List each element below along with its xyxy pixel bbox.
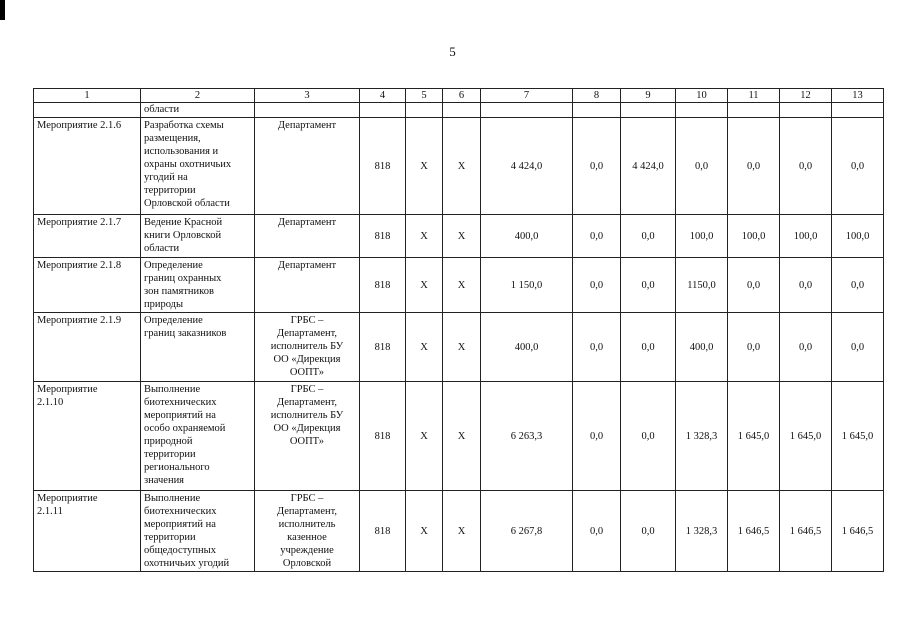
measure-name-cell: [34, 313, 141, 382]
measure-description-cell: [141, 313, 255, 382]
value-cell: X: [443, 215, 481, 258]
value-cell: 0,0: [780, 258, 832, 313]
executor-cell-line: казенное: [287, 532, 327, 543]
column-number: 8: [573, 89, 621, 103]
continuation-row: [34, 103, 884, 118]
column-number: 11: [728, 89, 780, 103]
value-cell: 4 424,0: [621, 118, 676, 215]
executor-cell-line: Департамент: [277, 120, 337, 131]
value-cell: X: [406, 313, 443, 382]
value-cell: 0,0: [573, 313, 621, 382]
value-cell: 0,0: [621, 215, 676, 258]
measure-description-cell-line: Определение: [144, 260, 203, 271]
value-cell: 0,0: [573, 118, 621, 215]
value-cell: 1 328,3: [676, 491, 728, 572]
executor-cell: [255, 313, 360, 382]
value-cell: 818: [360, 118, 406, 215]
value-cell: X: [443, 118, 481, 215]
value-cell: 1150,0: [676, 258, 728, 313]
cell-empty: [676, 103, 728, 118]
measure-description-cell-line: общедоступных: [144, 545, 216, 556]
value-cell: 1 646,5: [728, 491, 780, 572]
measure-description-cell-line: охраны охотничьих: [144, 159, 232, 170]
executor-cell-line: ОО «Дирекция: [273, 423, 341, 434]
value-cell: 0,0: [728, 258, 780, 313]
value-cell: 818: [360, 258, 406, 313]
value-cell: 0,0: [621, 491, 676, 572]
table-row: [34, 491, 884, 572]
value-cell: 1 646,5: [780, 491, 832, 572]
measure-name-cell-line: Мероприятие: [37, 493, 98, 504]
column-number: 13: [832, 89, 884, 103]
cell-empty: [406, 103, 443, 118]
value-cell: 1 646,5: [832, 491, 884, 572]
executor-cell-line: ОО «Дирекция: [273, 354, 341, 365]
value-cell: 0,0: [573, 215, 621, 258]
executor-cell-line: Орловской: [282, 558, 332, 569]
cell-empty: [360, 103, 406, 118]
value-cell: X: [443, 382, 481, 491]
value-cell: X: [406, 382, 443, 491]
measure-description-cell-line: книги Орловской: [144, 230, 222, 241]
value-cell: X: [406, 491, 443, 572]
executor-cell: [255, 118, 360, 215]
measure-description-cell-line: использования и: [144, 146, 219, 157]
measure-description-cell-line: значения: [144, 475, 185, 486]
measure-description-cell-line: территории: [144, 449, 196, 460]
value-cell: 818: [360, 491, 406, 572]
value-cell: 100,0: [728, 215, 780, 258]
measure-description-cell-line: Ведение Красной: [144, 217, 223, 228]
page-number: 5: [449, 44, 456, 59]
measure-description-cell-line: границ заказников: [144, 328, 227, 339]
measure-description-cell-line: территории: [144, 532, 196, 543]
value-cell: 1 645,0: [832, 382, 884, 491]
measure-name-cell-line: Мероприятие 2.1.7: [37, 217, 122, 228]
measure-description-cell-line: биотехнических: [144, 397, 217, 408]
executor-cell-line: Департамент: [277, 217, 337, 228]
value-cell: 400,0: [481, 215, 573, 258]
value-cell: 0,0: [728, 313, 780, 382]
measure-name-cell-line: Мероприятие: [37, 384, 98, 395]
measure-description-cell-line: Выполнение: [144, 493, 201, 504]
table-row: [34, 258, 884, 313]
value-cell: 100,0: [832, 215, 884, 258]
value-cell: 1 150,0: [481, 258, 573, 313]
executor-cell: [255, 258, 360, 313]
value-cell: 1 645,0: [780, 382, 832, 491]
table-row: [34, 382, 884, 491]
value-cell: X: [443, 491, 481, 572]
measure-description-cell-line: размещения,: [144, 133, 201, 144]
cell-empty: [255, 103, 360, 118]
measure-description-cell-line: охотничьих угодий: [144, 558, 230, 569]
measure-description-cell-line: регионального: [144, 462, 210, 473]
measure-description-cell-line: Определение: [144, 315, 203, 326]
cell-empty: [832, 103, 884, 118]
value-cell: X: [406, 215, 443, 258]
value-cell: 0,0: [621, 258, 676, 313]
value-cell: X: [443, 258, 481, 313]
value-cell: 0,0: [621, 313, 676, 382]
column-number-row: [34, 89, 884, 103]
value-cell: 0,0: [780, 313, 832, 382]
budget-table: [33, 88, 884, 572]
measure-description-cell-line: мероприятий на: [144, 410, 216, 421]
value-cell: 100,0: [780, 215, 832, 258]
measure-description-cell: [141, 118, 255, 215]
measure-description-cell-line: Разработка схемы: [144, 120, 224, 131]
measure-name-cell-line: 2.1.10: [37, 397, 64, 408]
executor-cell-line: исполнитель: [278, 519, 336, 530]
value-cell: 0,0: [780, 118, 832, 215]
measure-name-cell: [34, 258, 141, 313]
column-number: 7: [481, 89, 573, 103]
column-number: 12: [780, 89, 832, 103]
value-cell: 6 267,8: [481, 491, 573, 572]
cell-empty: [573, 103, 621, 118]
executor-cell-line: ООПТ»: [289, 436, 325, 447]
executor-cell: [255, 215, 360, 258]
value-cell: 0,0: [573, 382, 621, 491]
value-cell: X: [406, 258, 443, 313]
measure-description-cell-line: территории: [144, 185, 196, 196]
value-cell: 818: [360, 382, 406, 491]
value-cell: 4 424,0: [481, 118, 573, 215]
cell-empty: [621, 103, 676, 118]
scan-edge-mark: [0, 0, 5, 20]
executor-cell-line: ГРБС –: [290, 384, 324, 395]
value-cell: 818: [360, 215, 406, 258]
measure-name-cell: [34, 118, 141, 215]
cell-empty: [481, 103, 573, 118]
measure-description-cell-line: мероприятий на: [144, 519, 216, 530]
column-number: 9: [621, 89, 676, 103]
measure-name-cell: [34, 215, 141, 258]
measure-name-cell: [34, 382, 141, 491]
measure-description-cell-line: угодий на: [144, 172, 188, 183]
cell-empty: [780, 103, 832, 118]
measure-description-cell-line: особо охраняемой: [144, 423, 226, 434]
executor-cell-line: исполнитель БУ: [270, 341, 344, 352]
value-cell: 0,0: [621, 382, 676, 491]
value-cell: 400,0: [481, 313, 573, 382]
executor-cell-line: учреждение: [280, 545, 334, 556]
column-number: 1: [34, 89, 141, 103]
column-number: 6: [443, 89, 481, 103]
value-cell: 0,0: [832, 258, 884, 313]
value-cell: X: [406, 118, 443, 215]
value-cell: 100,0: [676, 215, 728, 258]
column-number: 3: [255, 89, 360, 103]
value-cell: 1 645,0: [728, 382, 780, 491]
value-cell: 0,0: [832, 313, 884, 382]
measure-name-cell-line: Мероприятие 2.1.6: [37, 120, 122, 131]
measure-description-cell-line: зон памятников: [144, 286, 214, 297]
value-cell: 1 328,3: [676, 382, 728, 491]
value-cell: 0,0: [728, 118, 780, 215]
measure-description-cell-line: природы: [144, 299, 184, 310]
executor-cell-line: Департамент,: [276, 328, 338, 339]
measure-description-cell-line: Выполнение: [144, 384, 201, 395]
measure-description-cell: [141, 215, 255, 258]
value-cell: 0,0: [676, 118, 728, 215]
executor-cell-line: Департамент,: [276, 397, 338, 408]
executor-cell-line: Департамент,: [276, 506, 338, 517]
executor-cell-line: исполнитель БУ: [270, 410, 344, 421]
table-row: [34, 215, 884, 258]
measure-name-cell-line: Мероприятие 2.1.9: [37, 315, 122, 326]
measure-description-cell: [141, 491, 255, 572]
table-row: [34, 118, 884, 215]
table-row: [34, 313, 884, 382]
column-number: 2: [141, 89, 255, 103]
value-cell: 0,0: [832, 118, 884, 215]
value-cell: 818: [360, 313, 406, 382]
measure-name-cell-line: 2.1.11: [37, 506, 63, 517]
executor-cell-line: ГРБС –: [290, 493, 324, 504]
measure-name-cell-line: Мероприятие 2.1.8: [37, 260, 122, 271]
cell-empty: [728, 103, 780, 118]
measure-description-cell: [141, 382, 255, 491]
measure-description-cell-line: границ охранных: [144, 273, 222, 284]
measure-description-cell-line: природной: [144, 436, 193, 447]
value-cell: 0,0: [573, 258, 621, 313]
measure-description-cell-line: области: [144, 243, 180, 254]
measure-description-cell-line: Орловской области: [144, 198, 230, 209]
value-cell: 400,0: [676, 313, 728, 382]
measure-description-cell-line: биотехнических: [144, 506, 217, 517]
cell-empty: [34, 103, 141, 118]
measure-description-cell: [141, 258, 255, 313]
executor-cell: [255, 491, 360, 572]
value-cell: 0,0: [573, 491, 621, 572]
continuation-text: области: [141, 103, 255, 118]
column-number: 5: [406, 89, 443, 103]
value-cell: 6 263,3: [481, 382, 573, 491]
executor-cell-line: Департамент: [277, 260, 337, 271]
value-cell: X: [443, 313, 481, 382]
measure-name-cell: [34, 491, 141, 572]
executor-cell-line: ГРБС –: [290, 315, 324, 326]
column-number: 10: [676, 89, 728, 103]
column-number: 4: [360, 89, 406, 103]
executor-cell: [255, 382, 360, 491]
cell-empty: [443, 103, 481, 118]
executor-cell-line: ООПТ»: [289, 367, 325, 378]
